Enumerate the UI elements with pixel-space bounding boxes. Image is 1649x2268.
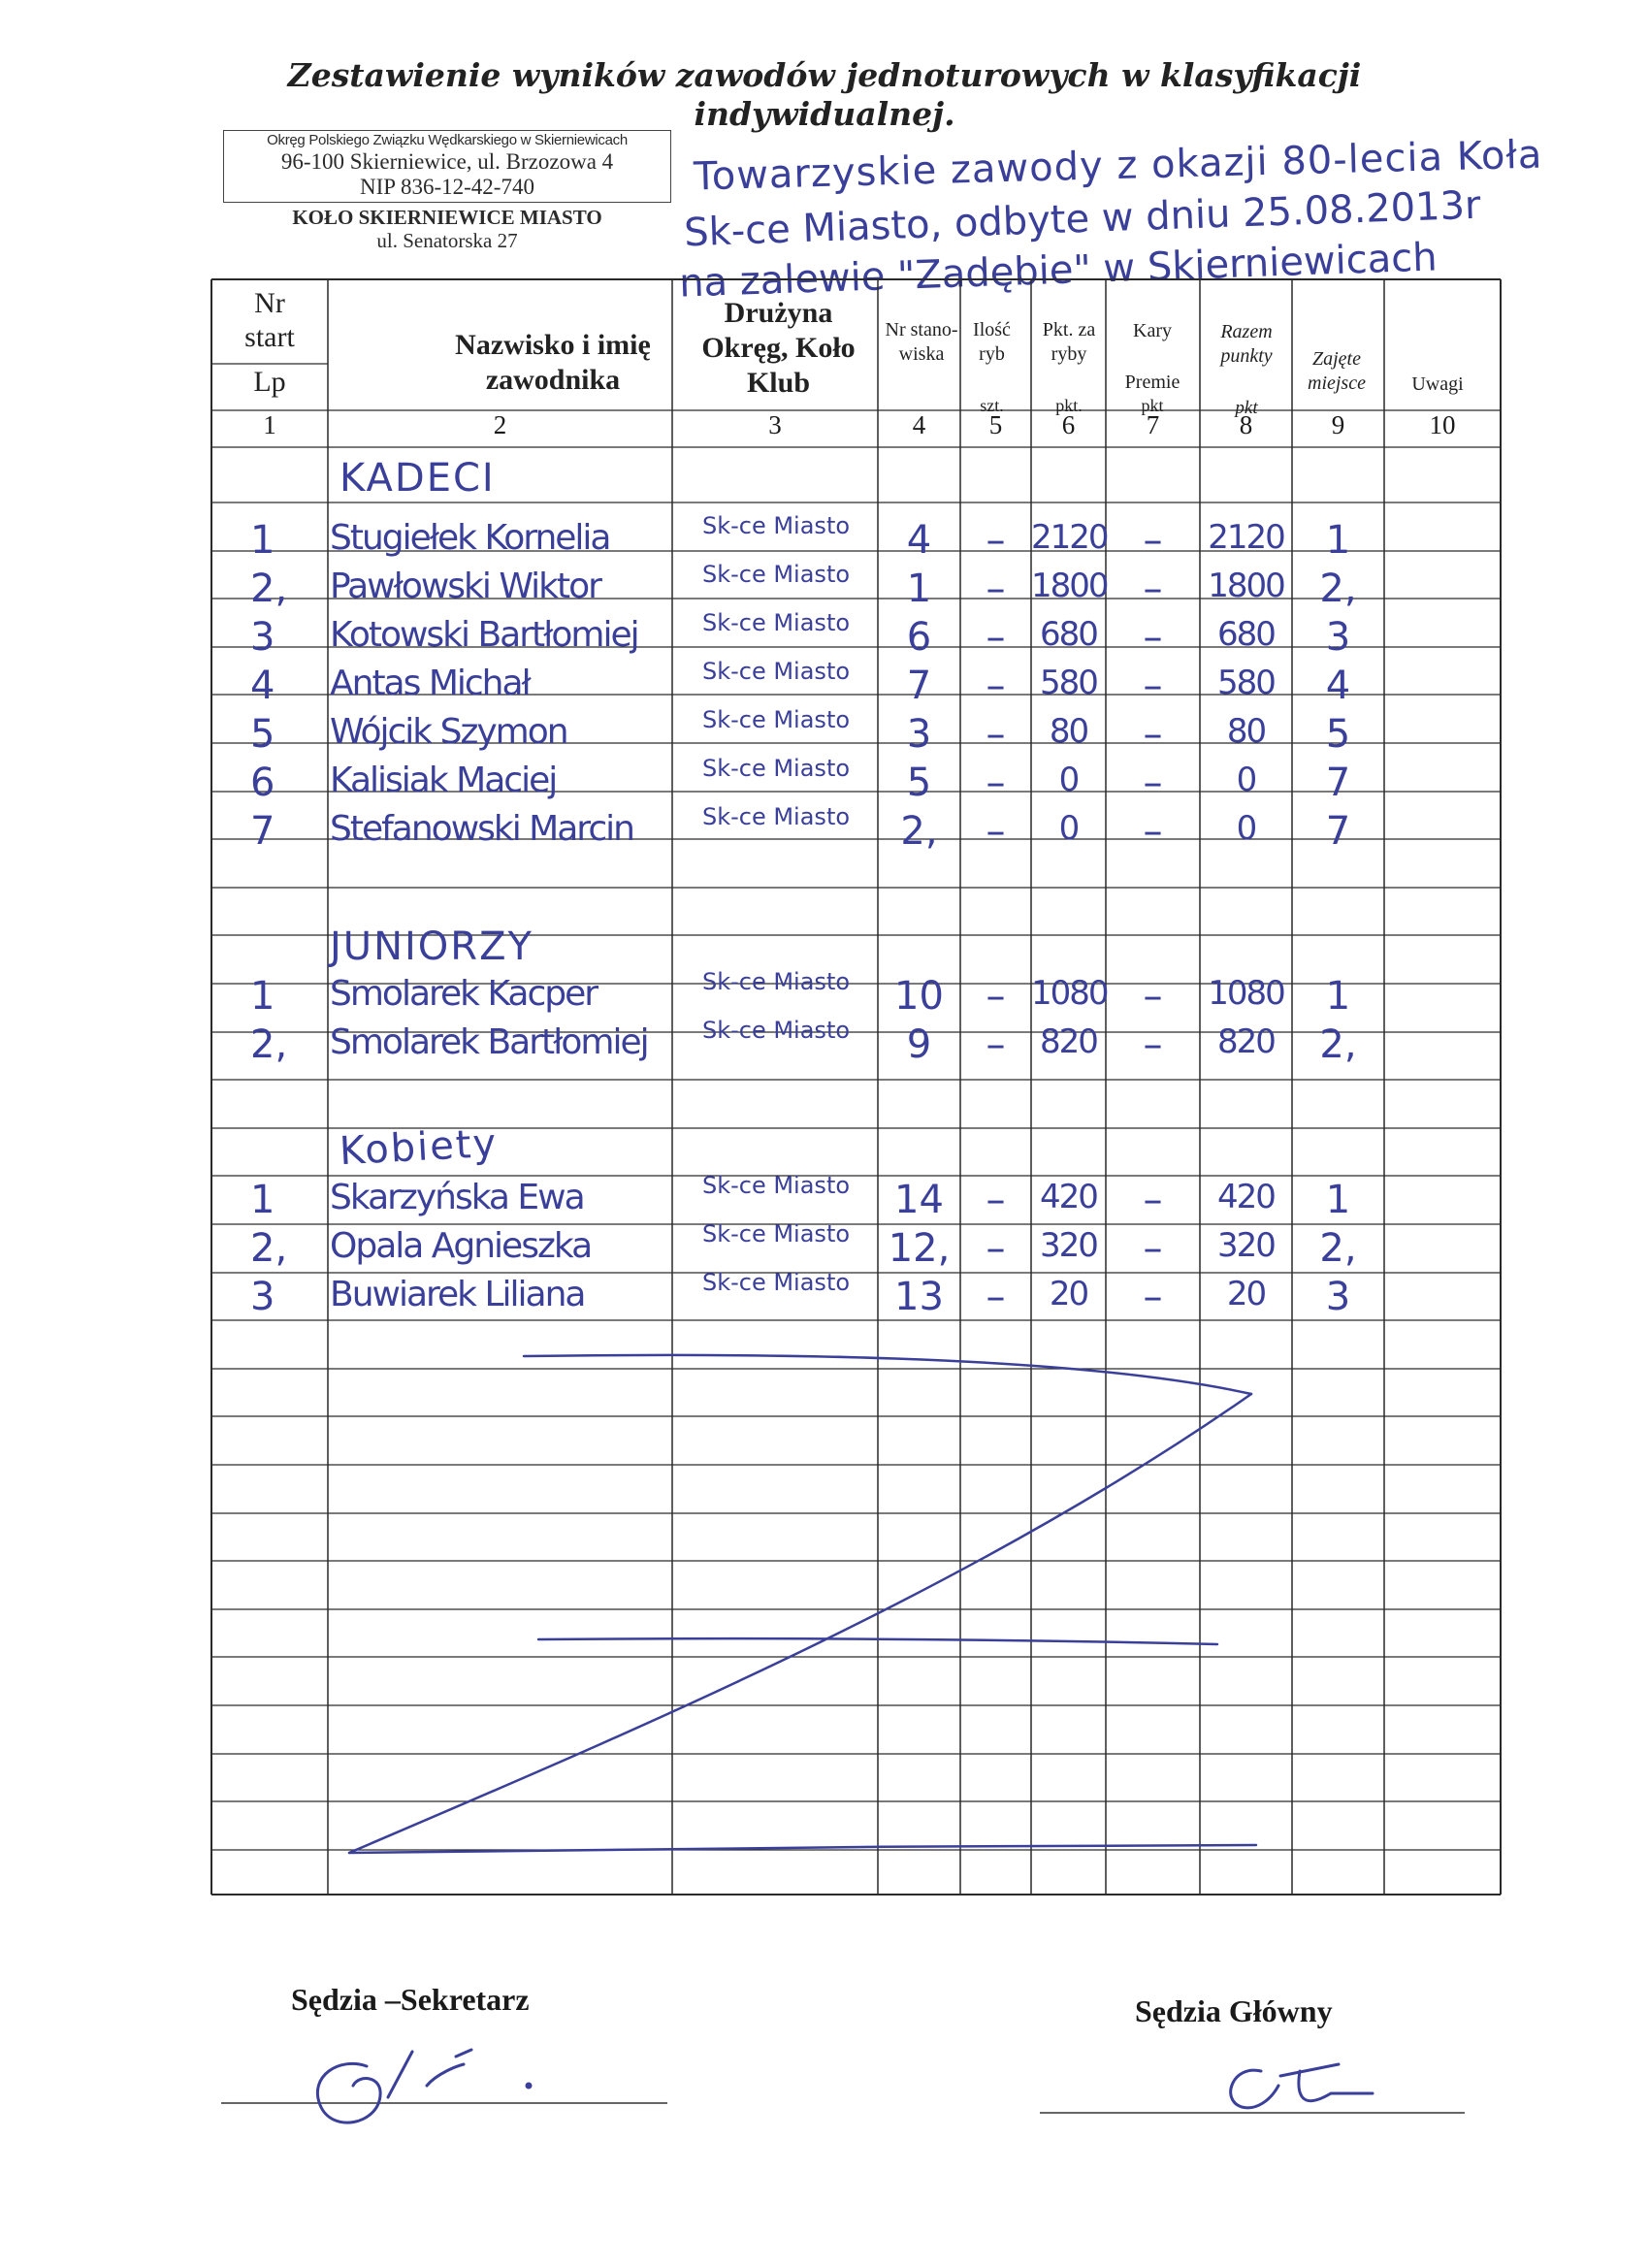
cell-pkt: 420: [1040, 1178, 1097, 1216]
cell-name: Buwiarek Liliana: [330, 1275, 585, 1314]
cell-ilosc: –: [986, 974, 1006, 1019]
handwritten-note-line-3: na zalewie "Zadębie" w Skierniewicach: [678, 235, 1439, 307]
header-miejsce: Zajęte miejsce: [1308, 348, 1366, 394]
cell-kary: –: [1143, 518, 1163, 563]
cell-lp: 6: [250, 761, 275, 805]
section-label-juniorzy: JUNIORZY: [330, 924, 534, 969]
cell-ilosc: –: [986, 1226, 1006, 1271]
cell-kary: –: [1143, 1022, 1163, 1067]
stamp-line-address: 96-100 Skierniewice, ul. Brzozowa 4: [280, 148, 614, 174]
cell-pkt: 320: [1040, 1226, 1097, 1265]
cell-miejsce: 1: [1325, 974, 1351, 1019]
cell-razem: 0: [1236, 809, 1256, 848]
cell-kary: –: [1143, 615, 1163, 660]
handwritten-note-line-1: Towarzyskie zawody z okazji 80-lecia Koła: [693, 132, 1543, 200]
cell-lp: 5: [250, 712, 275, 757]
cell-miejsce: 2,: [1319, 1022, 1357, 1067]
cell-ilosc: –: [986, 712, 1006, 757]
cell-stanowisko: 3: [906, 712, 932, 757]
cell-kary: –: [1143, 1275, 1163, 1319]
cell-name: Stugiełek Kornelia: [330, 518, 610, 558]
cell-ilosc: –: [986, 664, 1006, 708]
cell-name: Smolarek Bartłomiej: [330, 1022, 648, 1062]
cell-razem: 1800: [1208, 567, 1284, 605]
cell-stanowisko: 6: [906, 615, 932, 660]
cell-ilosc: –: [986, 615, 1006, 660]
cell-team: Sk-ce Miasto: [701, 1172, 851, 1199]
cell-team: Sk-ce Miasto: [701, 1269, 851, 1296]
cell-name: Smolarek Kacper: [330, 974, 598, 1014]
cell-lp: 1: [250, 974, 275, 1019]
cell-team: Sk-ce Miasto: [701, 1220, 851, 1247]
header-premie: Premie: [1124, 372, 1180, 393]
cell-kary: –: [1143, 1178, 1163, 1222]
cell-lp: 3: [250, 615, 275, 660]
cell-razem: 2120: [1208, 518, 1284, 557]
column-number-9: 9: [1331, 410, 1345, 439]
cell-name: Stefanowski Marcin: [330, 809, 633, 849]
cell-lp: 2,: [250, 1226, 288, 1271]
cell-pkt: 0: [1058, 809, 1079, 848]
cell-name: Antas Michał: [330, 664, 530, 703]
cell-ilosc: –: [986, 1022, 1006, 1067]
column-number-10: 10: [1429, 410, 1456, 439]
cell-team: Sk-ce Miasto: [701, 706, 851, 733]
cell-team: Sk-ce Miasto: [701, 609, 851, 636]
header-nr-start: [211, 286, 328, 354]
cell-razem: 20: [1226, 1275, 1266, 1313]
stamp-line-district: Okręg Polskiego Związku Wędkarskiego w Skierniewicach: [267, 132, 628, 148]
header-nr: Nr: [254, 287, 285, 319]
header-uwagi: Uwagi: [1411, 373, 1464, 395]
header-pkt-unit: pkt.: [1055, 396, 1083, 415]
cell-razem: 420: [1217, 1178, 1275, 1216]
stamp-line-street: ul. Senatorska 27: [376, 228, 518, 252]
cell-name: Opala Agnieszka: [330, 1226, 592, 1266]
cell-pkt: 80: [1049, 712, 1088, 751]
cell-razem: 1080: [1208, 974, 1284, 1013]
handwritten-note-line-2: Sk-ce Miasto, odbyte w dniu 25.08.2013r: [683, 182, 1482, 256]
cell-lp: 7: [250, 809, 275, 854]
cell-kary: –: [1143, 1226, 1163, 1271]
cell-razem: 80: [1226, 712, 1266, 751]
header-razem-unit: pkt: [1235, 398, 1258, 418]
stamp-line-nip: NIP 836-12-42-740: [360, 174, 534, 199]
cell-miejsce: 7: [1325, 761, 1351, 805]
cell-name: Kotowski Bartłomiej: [330, 615, 638, 655]
cell-pkt: 680: [1040, 615, 1097, 654]
cell-pkt: 20: [1049, 1275, 1088, 1313]
cell-stanowisko: 4: [906, 518, 932, 563]
cell-miejsce: 4: [1325, 664, 1351, 708]
cell-ilosc: –: [986, 518, 1006, 563]
cell-stanowisko: 14: [894, 1178, 944, 1222]
cell-lp: 4: [250, 664, 275, 708]
cell-team: Sk-ce Miasto: [701, 561, 851, 588]
cell-lp: 2,: [250, 1022, 288, 1067]
header-razem: Razem punkty: [1220, 321, 1273, 367]
cell-team: Sk-ce Miasto: [701, 803, 851, 830]
header-team: Drużyna Okręg, Koło Klub: [701, 297, 856, 399]
cell-team: Sk-ce Miasto: [701, 658, 851, 685]
cell-team: Sk-ce Miasto: [701, 1017, 851, 1044]
cell-miejsce: 3: [1325, 615, 1351, 660]
cell-razem: 580: [1217, 664, 1275, 702]
signature-label-chief-judge: Sędzia Główny: [1135, 1993, 1333, 2028]
cell-ilosc: –: [986, 567, 1006, 611]
cell-miejsce: 3: [1325, 1275, 1351, 1319]
cell-ilosc: –: [986, 761, 1006, 805]
signature-label-secretary: Sędzia –Sekretarz: [291, 1982, 530, 2017]
header-start: start: [244, 321, 295, 353]
cell-stanowisko: 1: [906, 567, 932, 611]
cell-kary: –: [1143, 809, 1163, 854]
cell-miejsce: 1: [1325, 518, 1351, 563]
cell-kary: –: [1143, 664, 1163, 708]
cell-miejsce: 2,: [1319, 1226, 1357, 1271]
header-ilosc: Ilość ryb: [973, 319, 1011, 365]
cell-ilosc: –: [986, 1275, 1006, 1319]
column-number-2: 2: [493, 410, 507, 439]
cell-miejsce: 1: [1325, 1178, 1351, 1222]
section-label-kobiety: Kobiety: [338, 1120, 500, 1175]
cell-stanowisko: 2,: [900, 809, 938, 854]
cell-miejsce: 2,: [1319, 567, 1357, 611]
column-number-6: 6: [1061, 410, 1076, 439]
header-lp: Lp: [253, 366, 286, 398]
cell-pkt: 2120: [1031, 518, 1108, 557]
cell-name: Wójcik Szymon: [330, 712, 567, 752]
column-number-5: 5: [988, 410, 1003, 439]
cell-stanowisko: 9: [906, 1022, 932, 1067]
cell-stanowisko: 10: [894, 974, 944, 1019]
cell-pkt: 580: [1040, 664, 1097, 702]
cell-pkt: 0: [1058, 761, 1079, 799]
cell-stanowisko: 5: [906, 761, 932, 805]
cell-ilosc: –: [986, 1178, 1006, 1222]
cell-pkt: 1080: [1031, 974, 1108, 1013]
cell-name: Kalisiak Maciej: [330, 761, 557, 800]
cell-razem: 320: [1217, 1226, 1275, 1265]
document-title: Zestawienie wyników zawodów jednoturowych w klasyfikacji indywidualnej.: [287, 56, 1362, 133]
header-ilosc-unit: szt.: [980, 396, 1004, 415]
stamp-line-club: KOŁO SKIERNIEWICE MIASTO: [292, 206, 602, 230]
cell-name: Skarzyńska Ewa: [330, 1178, 584, 1217]
cell-razem: 680: [1217, 615, 1275, 654]
cell-kary: –: [1143, 761, 1163, 805]
cell-team: Sk-ce Miasto: [701, 512, 851, 539]
header-name: Nazwisko i imię zawodnika: [455, 329, 651, 396]
cell-pkt: 820: [1040, 1022, 1097, 1061]
header-kary-unit: pkt: [1141, 396, 1164, 415]
cell-stanowisko: 12,: [888, 1226, 951, 1271]
cell-pkt: 1800: [1031, 567, 1108, 605]
column-number-8: 8: [1239, 410, 1253, 439]
cell-razem: 820: [1217, 1022, 1275, 1061]
cell-ilosc: –: [986, 809, 1006, 854]
header-pkt-za-ryby: Pkt. za ryby: [1042, 319, 1096, 365]
cell-team: Sk-ce Miasto: [701, 968, 851, 995]
cell-kary: –: [1143, 567, 1163, 611]
cell-stanowisko: 13: [894, 1275, 944, 1319]
cell-lp: 1: [250, 1178, 275, 1222]
cell-team: Sk-ce Miasto: [701, 755, 851, 782]
cell-lp: 2,: [250, 567, 288, 611]
cell-miejsce: 7: [1325, 809, 1351, 854]
header-kary: Kary: [1133, 320, 1172, 341]
cell-lp: 1: [250, 518, 275, 563]
section-label-kadeci: KADECI: [340, 456, 496, 501]
cell-name: Pawłowski Wiktor: [330, 567, 600, 606]
column-number-3: 3: [768, 410, 782, 439]
column-number-7: 7: [1146, 410, 1160, 439]
column-number-1: 1: [263, 410, 276, 439]
cell-lp: 3: [250, 1275, 275, 1319]
cell-stanowisko: 7: [906, 664, 932, 708]
cell-razem: 0: [1236, 761, 1256, 799]
header-stanowisko: Nr stano-wiska: [885, 319, 958, 365]
cell-miejsce: 5: [1325, 712, 1351, 757]
cell-kary: –: [1143, 974, 1163, 1019]
column-number-4: 4: [912, 410, 926, 439]
cell-kary: –: [1143, 712, 1163, 757]
